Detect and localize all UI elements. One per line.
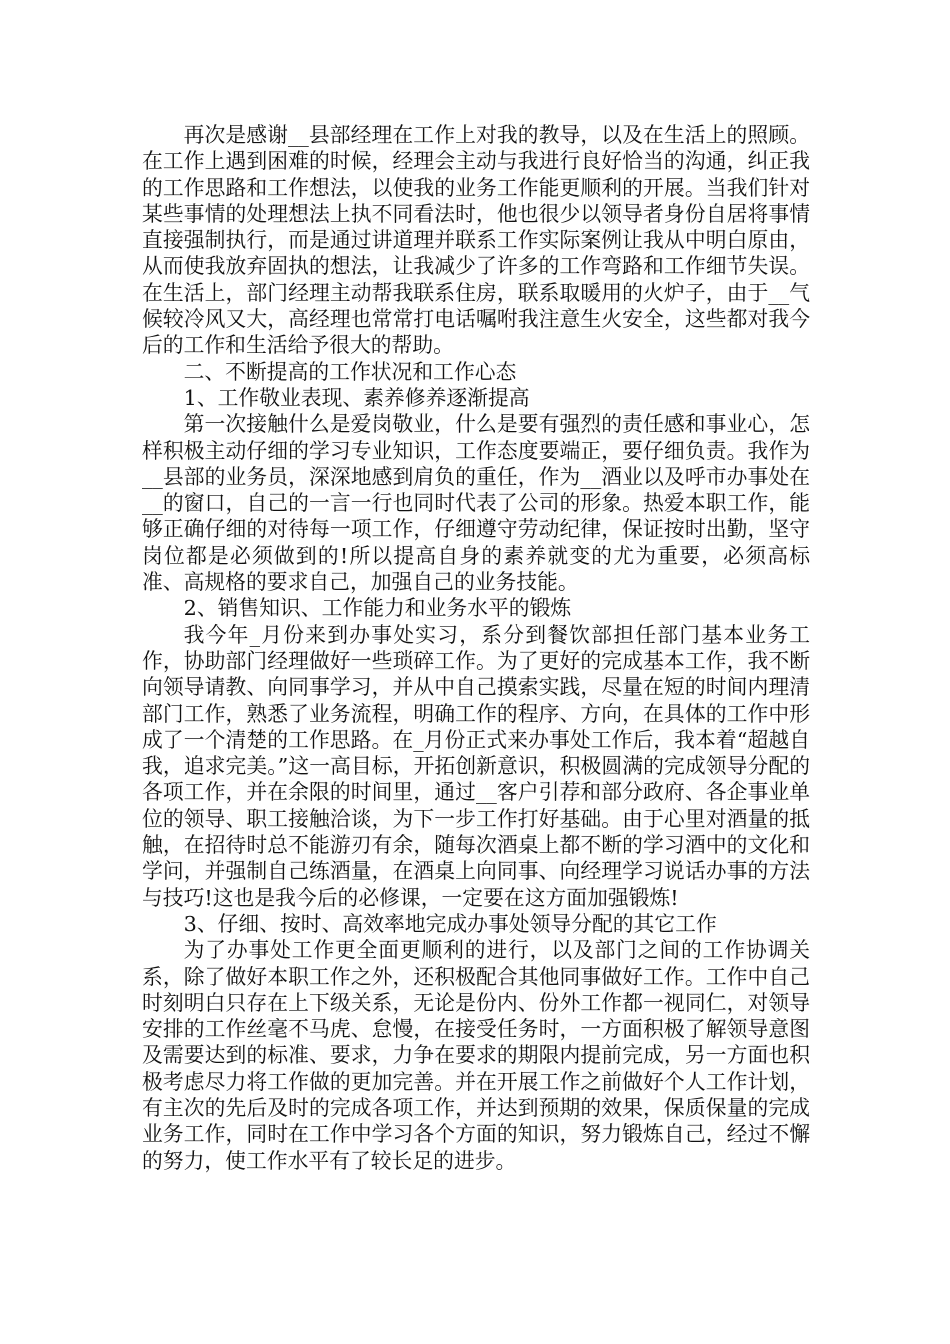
subheading-3: 3、仔细、按时、高效率地完成办事处领导分配的其它工作 [183, 911, 717, 936]
paragraph-thanks-manager: 再次是感谢__县部经理在工作上对我的教导，以及在生活上的照顾。在工作上遇到困难的时候，经理会主动与我进行良好恰当的沟通，纠正我的工作思路和工作想法，以使我的业务工作能更顺利的开展。当我们针对某些事情的处理想法上执不同看法时，他也很少以领导者身份自居将事情直接强制执行，而是通过讲道理并联系工作实际案例让我从中明白原由，从而使我放弃固执的想法，让我减少了许多的工作弯路和工作细节失误。在生活上，部门经理主动帮我联系住房，联系取暖用的火炉子，由于__气候较冷风又大，高经理也常常打电话嘱咐我注意生火安全，这些都对我今后的工作和生活给予很大的帮助。 [142, 123, 810, 358]
section-heading-2: 二、不断提高的工作状况和工作心态 [183, 359, 517, 384]
paragraph-sales-training: 我今年_月份来到办事处实习，系分到餐饮部担任部门基本业务工作，协助部门经理做好一些琐碎工作。为了更好的完成基本工作，我不断向领导请教、向同事学习，并从中自己摸索实践，尽量在短的时间内理清部门工作，熟悉了业务流程，明确工作的程序、方向，在具体的工作中形成了一个清楚的工作思路。在_月份正式来办事处工作后，我本着“超越自我，追求完美。”这一高目标，开拓创新意识，积极圆满的完成领导分配的各项工作，并在余限的时间里，通过__客户引荐和部分政府、各企事业单位的领导、职工接触洽谈，为下一步工作打好基础。由于心里对酒量的抵触，在招待时总不能游刃有余，随每次酒桌上都不断的学习酒中的文化和学问，并强制自己练酒量，在酒桌上向同事、向经理学习说话办事的方法与技巧!这也是我今后的必修课，一定要在这方面加强锻炼! [142, 622, 810, 910]
subheading-2: 2、销售知识、工作能力和业务水平的锻炼 [183, 596, 572, 621]
paragraph-dedication: 第一次接触什么是爱岗敬业，什么是要有强烈的责任感和事业心，怎样积极主动仔细的学习专业知识，工作态度要端正，要仔细负责。我作为__县部的业务员，深深地感到肩负的重任，作为__酒业以及呼市办事处在__的窗口，自己的一言一行也同时代表了公司的形象。热爱本职工作，能够正确仔细的对待每一项工作，仔细遵守劳动纪律，保证按时出勤，坚守岗位都是必须做到的!所以提高自身的素养就变的尤为重要，必须高标准、高规格的要求自己，加强自己的业务技能。 [142, 412, 810, 595]
paragraph-other-work: 为了办事处工作更全面更顺利的进行，以及部门之间的工作协调关系，除了做好本职工作之外，还积极配合其他同事做好工作。工作中自己时刻明白只存在上下级关系，无论是份内、份外工作都一视同仁，对领导安排的工作丝毫不马虎、怠慢，在接受任务时，一方面积极了解领导意图及需要达到的标准、要求，力争在要求的期限内提前完成，另一方面也积极考虑尽力将工作做的更加完善。并在开展工作之前做好个人工作计划，有主次的先后及时的完成各项工作，并达到预期的效果，保质保量的完成业务工作，同时在工作中学习各个方面的知识，努力锻炼自己，经过不懈的努力，使工作水平有了较长足的进步。 [142, 938, 810, 1173]
subheading-1: 1、工作敬业表现、素养修养逐渐提高 [183, 385, 530, 410]
document-body [142, 122, 810, 1174]
